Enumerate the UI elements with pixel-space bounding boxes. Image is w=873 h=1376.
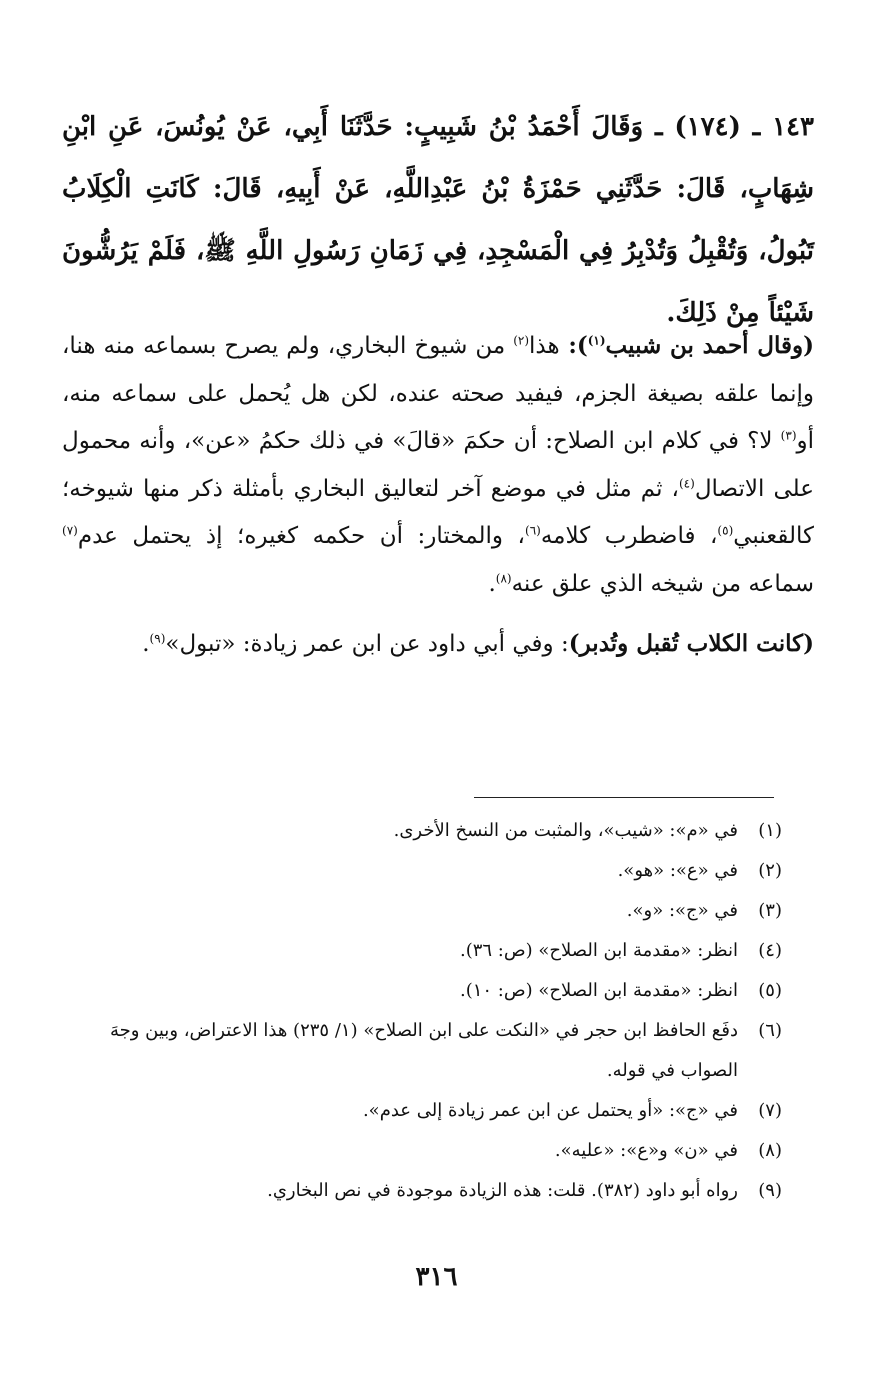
commentary-text: . xyxy=(142,631,150,657)
footnote-ref-4: (٤) xyxy=(678,475,695,490)
footnote-item xyxy=(60,1131,782,1171)
commentary-lead-1: (وقال أحمد بن شبيب$^{(١)}$): xyxy=(559,332,814,359)
footnote-number: (٦) xyxy=(758,1020,782,1041)
footnote-text: في «ج»: «و». xyxy=(626,900,738,921)
footnote-item xyxy=(60,931,782,971)
footnote-text: انظر: «مقدمة ابن الصلاح» (ص: ١٠). xyxy=(459,980,738,1001)
footnote-text: دفَع الحافظ ابن حجر في «النكت على ابن الصلاح» (١/ ٢٣٥) هذا الاعتراض، وبين وجهَ الصواب في قوله. xyxy=(109,1020,738,1081)
footnote-ref-2: (٢) xyxy=(513,333,530,348)
commentary-block xyxy=(62,322,814,669)
commentary-paragraph-1 xyxy=(62,322,814,608)
footnote-number: (٢) xyxy=(758,860,782,881)
commentary-text: سماعه من شيخه الذي علق عنه xyxy=(511,570,814,597)
footnote-number: (٩) xyxy=(758,1180,782,1201)
footnote-number: (٥) xyxy=(758,980,782,1001)
footnote-ref-3: (٣) xyxy=(780,428,797,443)
footnotes-list xyxy=(60,811,782,1211)
footnote-ref-6: (٦) xyxy=(525,523,541,538)
footnote-item xyxy=(60,971,782,1011)
hadith-text: ١٤٣ ـ (١٧٤) ـ وَقَالَ أَحْمَدُ بْنُ شَبِيبٍ: حَدَّثَنَا أَبِي، عَنْ يُونُسَ، عَنِ ابْنِ شِهَابٍ، قَالَ: حَدَّثَنِي حَمْزَةُ بْنُ عَبْدِاللَّهِ، عَنْ أَبِيهِ، قَالَ: كَانَتِ الْكِلَابُ تَبُولُ، وَتُقْبِلُ وَتُدْبِرُ فِي الْمَسْجِدِ، فِي زَمَانِ رَسُولِ اللَّهِ ﷺ، فَلَمْ يَرُشُّونَ شَيْئاً مِنْ ذَلِكَ. xyxy=(62,112,814,328)
footnote-number: (٣) xyxy=(758,900,782,921)
footnote-ref-7: (٧) xyxy=(62,523,78,538)
commentary-text: هذا xyxy=(529,333,560,359)
footnote-item xyxy=(60,811,782,851)
commentary-text: ، فاضطرب كلامه xyxy=(540,523,718,549)
footnote-item xyxy=(60,891,782,931)
footnote-ref-9: (٩) xyxy=(149,631,166,646)
footnote-item xyxy=(60,1171,782,1211)
footnote-item xyxy=(60,1011,782,1091)
footnote-number: (٨) xyxy=(758,1140,782,1161)
footnote-ref-1: (١) xyxy=(587,333,606,348)
footnote-number: (١) xyxy=(758,820,782,841)
footnote-ref-8: (٨) xyxy=(495,570,512,585)
commentary-text: : وفي أبي داود عن ابن عمر زيادة: «تبول» xyxy=(165,631,569,657)
commentary-paragraph-2 xyxy=(62,620,814,669)
page-number: ٣١٦ xyxy=(415,1262,458,1292)
footnote-text: في «ع»: «هو». xyxy=(617,860,738,881)
commentary-text: ، ثم مثل في موضع آخر لتعاليق البخاري بأمثلة ذكر منها شيوخه؛ كالقعنبي xyxy=(62,475,814,549)
footnote-separator xyxy=(474,797,774,798)
footnote-item xyxy=(60,1091,782,1131)
commentary-text: . xyxy=(488,570,496,597)
hadith-text-block xyxy=(62,96,814,344)
footnote-text: انظر: «مقدمة ابن الصلاح» (ص: ٣٦). xyxy=(459,940,738,961)
commentary-text: ، والمختار: أن حكمه كغيره؛ إذ يحتمل عدم xyxy=(77,523,525,549)
footnote-ref-5: (٥) xyxy=(717,523,734,538)
commentary-lead-2: (كانت الكلاب تُقبل وتُدبر) xyxy=(568,630,814,657)
commentary-text: لا؟ في كلام ابن الصلاح: أن حكمَ «قالَ» في ذلك حكمُ «عن»، وأنه محمول على الاتصال xyxy=(62,428,814,502)
commentary-text: من شيوخ البخاري، ولم يصرح بسماعه منه هنا، وإنما علقه بصيغة الجزم، فيفيد صحته عنده، لكن هل يُحمل على سماعه منه، أو xyxy=(62,333,814,454)
footnote-text: في «ج»: «أو يحتمل عن ابن عمر زيادة إلى عدم». xyxy=(362,1100,738,1121)
footnote-number: (٤) xyxy=(758,940,782,961)
footnote-text: في «ن» و«ع»: «عليه». xyxy=(554,1140,738,1161)
footnote-text: رواه أبو داود (٣٨٢). قلت: هذه الزيادة موجودة في نص البخاري. xyxy=(267,1180,738,1201)
footnote-number: (٧) xyxy=(758,1100,782,1121)
footnote-text: في «م»: «شيب»، والمثبت من النسخ الأخرى. xyxy=(393,820,738,841)
footnote-item xyxy=(60,851,782,891)
